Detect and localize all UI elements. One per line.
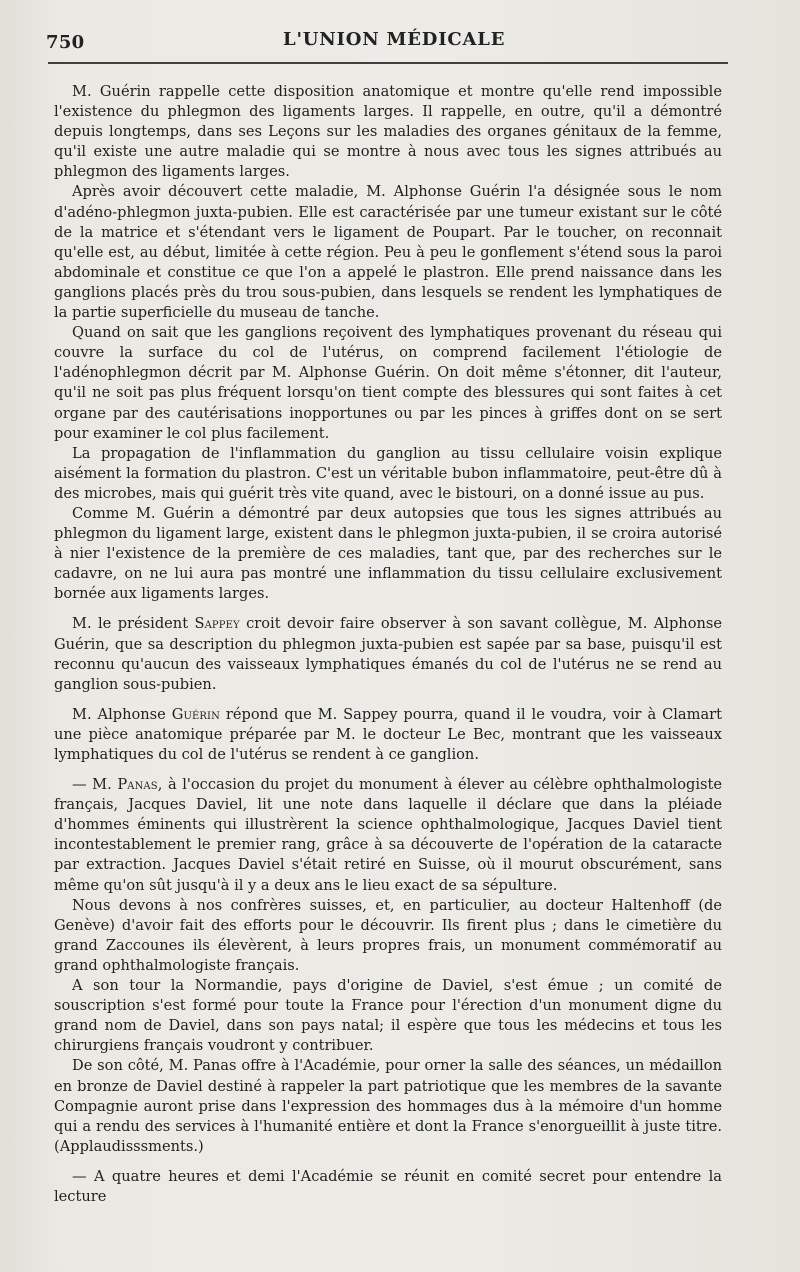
paragraph-8 — [54, 775, 722, 896]
paragraph-8-text-a: — M. — [72, 776, 118, 794]
page-number: 750 — [46, 32, 85, 53]
header-rule — [48, 62, 728, 64]
paragraph-7-text-a: M. Alphonse — [72, 705, 172, 723]
paragraph-5: Comme M. Guérin a démontré par deux autopsies que tous les signes attribués au phlegmon du ligament large, existent dans le phlegmon juxta-pubien, il se croira autorisé à nier l'existence de la première de ces maladies, tant que, par des recherches sur le cadavre, on ne lui aura pas montré une inflammation du tissu cellulaire exclusivement bornée aux ligaments larges. — [54, 504, 722, 603]
paragraph-1: M. Guérin rappelle cette disposition anatomique et montre qu'elle rend impossible l'existence du phlegmon des ligaments larges. Il rappelle, en outre, qu'il a démontré depuis longtemps, dans ses Leçons sur les maladies des organes génitaux de la femme, qu'il existe une autre maladie qui se montre à nous avec tous les signes attribués au phlegmon des ligaments larges. — [54, 83, 722, 181]
paragraph-7-text-b: répond que M. Sappey pourra, quand il le voudra, voir à Clamart une pièce anatomique préparée par M. le docteur Le Bec, montrant que les vaisseaux lymphatiques du col de l'utérus se rendent à ce ganglion. — [54, 705, 722, 763]
speaker-name-guerin: Guérin — [171, 705, 220, 723]
paragraph-12: — A quatre heures et demi l'Académie se réunit en comité secret pour entendre la lecture — [54, 1167, 722, 1205]
paragraph-2: Après avoir découvert cette maladie, M. Alphonse Guérin l'a désignée sous le nom d'adéno-phlegmon juxta-pubien. Elle est caractérisée par une tumeur existant sur le côté de la matrice et s'étendant vers le ligament de Poupart. Par le toucher, on reconnait qu'elle est, au début, limitée à cette région. Peu à peu le gonflement s'étend sous la paroi abdominale et constitue ce que l'on a appelé le plastron. Elle prend naissance dans les ganglions placés près du trou sous-pubien, dans lesquels se rendent les lymphatiques de la partie superficielle du museau de tanche. — [54, 183, 722, 322]
page-header — [46, 24, 722, 62]
paragraph-9: Nous devons à nos confrères suisses, et, en particulier, au docteur Haltenhoff (de Genève) d'avoir fait des efforts pour le découvrir. Ils firent plus ; dans le cimetière du grand Zaccounes ils élevèrent, à leurs propres frais, un monument commémoratif au grand ophthalmologiste français. — [54, 896, 722, 974]
paragraph-6 — [54, 614, 722, 694]
speaker-name-sappey: Sappey — [194, 615, 240, 633]
paragraph-8-text-b: , à l'occasion du projet du monument à élever au célèbre ophthalmologiste français, Jacques Daviel, lit une note dans laquelle il déclare que dans la pléiade d'hommes éminents qui illustrèrent la science ophthalmologique, Jacques Daviel tient incontestablement le premier rang, grâce à sa découverte de l'opération de la cataracte par extraction. Jacques Daviel s'était retiré en Suisse, où il mourut obscurément, sans même qu'on sût jusqu'à il y a deux ans le lieu exact de sa sépulture. — [54, 776, 722, 894]
article-body — [54, 82, 722, 1207]
paragraph-4: La propagation de l'inflammation du ganglion au tissu cellulaire voisin explique aisément la formation du plastron. C'est un véritable bubon inflammatoire, peut-être dû à des microbes, mais qui guérit très vite quand, avec le bistouri, on a donné issue au pus. — [54, 444, 722, 502]
paragraph-7 — [54, 705, 722, 765]
paragraph-10: A son tour la Normandie, pays d'origine de Daviel, s'est émue ; un comité de souscription s'est formé pour toute la France pour l'érection d'un monument digne du grand nom de Daviel, dans son pays natal; il espère que tous les médecins et tous les chirurgiens français voudront y contribuer. — [54, 977, 722, 1055]
paragraph-11: De son côté, M. Panas offre à l'Académie, pour orner la salle des séances, un médaillon en bronze de Daviel destiné à rappeler la part patriotique que les membres de la savante Compagnie auront prise dans l'expression des hommages dus à la mémoire d'un homme qui a rendu des services à l'humanité entière et dont la France s'enorgueillit à juste titre. (Applaudisssments.) — [54, 1057, 722, 1155]
paragraph-3: Quand on sait que les ganglions reçoivent des lymphatiques provenant du réseau qui couvre la surface du col de l'utérus, on comprend facilement l'étiologie de l'adénophlegmon décrit par M. Alphonse Guérin. On doit même s'étonner, dit l'auteur, qu'il ne soit pas plus fréquent lorsqu'on tient compte des blessures qui sont faites à cet organe par des cautérisations inopportunes ou par les pinces à griffes dont on se sert pour examiner le col plus facilement. — [54, 324, 722, 442]
running-head: L'UNION MÉDICALE — [283, 29, 506, 50]
paragraph-6-text-a: M. le président — [72, 615, 195, 633]
speaker-name-panas: Panas — [117, 776, 158, 794]
paragraph-6-text-b: croit devoir faire observer à son savant collègue, M. Alphonse Guérin, que sa description du phlegmon juxta-pubien est sapée par sa base, puisqu'il est reconnu qu'aucun des vaisseaux lymphatiques émanés du col de l'utérus ne se rend au ganglion sous-pubien. — [54, 615, 723, 693]
